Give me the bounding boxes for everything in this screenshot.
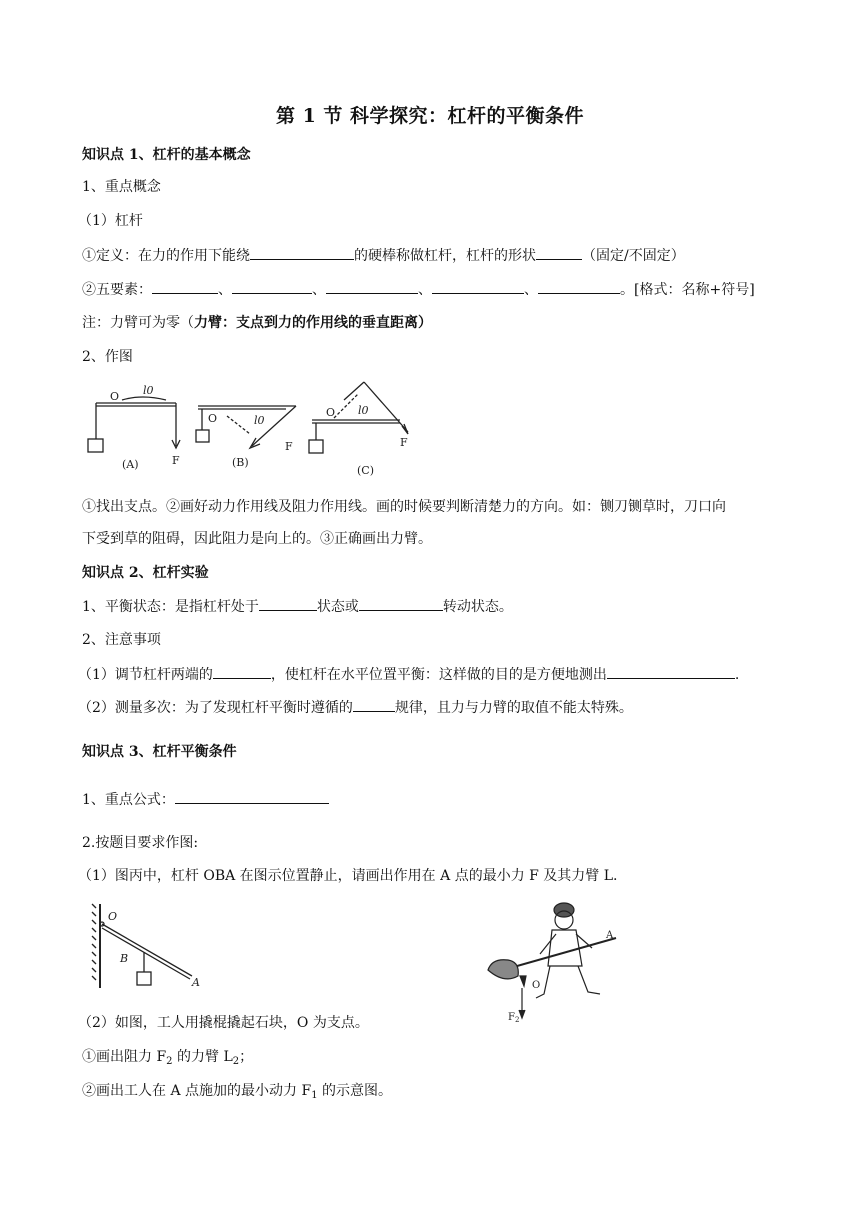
blank-fixed-point[interactable] bbox=[250, 245, 354, 260]
fig2-o-label: O bbox=[532, 980, 541, 991]
fig-c-l0-label: l0 bbox=[358, 404, 369, 417]
blank-state-2[interactable] bbox=[359, 596, 443, 611]
blank-element-1[interactable] bbox=[152, 279, 218, 294]
subheading-notes: 2、注意事项 bbox=[82, 632, 161, 648]
fig-c-f-label: F bbox=[400, 436, 408, 449]
note-adjust-line: （1）调节杠杆两端的 ，使杠杆在水平位置平衡：这样做的目的是方便地测出 . bbox=[78, 664, 739, 685]
formula-line: 1、重点公式： bbox=[82, 789, 329, 810]
drawing-steps-line-1: ①找出支点。②画好动力作用线及阻力作用线。画的时候要判断清楚力的方向。如：铡刀铡草时，刀口向 bbox=[82, 499, 726, 515]
fig-c-caption: (C) bbox=[357, 464, 374, 477]
note-line: 注：力臂可为零（力臂：支点到力的作用线的垂直距离） bbox=[82, 315, 432, 331]
fig2-f2-label: $F_2$ bbox=[508, 1012, 520, 1024]
fig-c-o-label: O bbox=[326, 406, 336, 419]
section-heading-1: 知识点 1、杠杆的基本概念 bbox=[82, 147, 251, 163]
item-lever: （1）杠杆 bbox=[78, 213, 143, 229]
blank-formula[interactable] bbox=[175, 789, 329, 804]
blank-shape[interactable] bbox=[536, 245, 582, 260]
subheading-drawing: 2、作图 bbox=[82, 349, 133, 365]
question-2-part-2: ②画出工人在 A 点施加的最小动力 $F_1$ 的示意图。 bbox=[82, 1083, 393, 1101]
blank-measure[interactable] bbox=[607, 664, 735, 679]
page-title: 第 1 节 科学探究：杠杆的平衡条件 bbox=[275, 105, 585, 127]
drawing-steps-line-2: 下受到草的阻碍，因此阻力是向上的。③正确画出力臂。 bbox=[82, 531, 432, 547]
lever-diagrams-abc bbox=[82, 372, 427, 484]
worker-crowbar-figure bbox=[478, 900, 628, 1024]
question-2-part-1: ①画出阻力 $F_2$ 的力臂 $L_2$； bbox=[82, 1049, 254, 1067]
blank-state-1[interactable] bbox=[259, 596, 317, 611]
question-2: （2）如图，工人用撬棍撬起石块，O 为支点。 bbox=[78, 1015, 369, 1031]
lever-oba-figure bbox=[86, 900, 206, 992]
fig1-b-label: B bbox=[120, 952, 129, 965]
fig1-o-label: O bbox=[108, 910, 118, 923]
balance-state-line: 1、平衡状态：是指杠杆处于 状态或 转动状态。 bbox=[82, 596, 513, 617]
subheading-key-concepts: 1、重点概念 bbox=[82, 179, 161, 195]
section-heading-2: 知识点 2、杠杆实验 bbox=[82, 565, 209, 581]
definition-line: ①定义：在力的作用下能绕 的硬棒称做杠杆，杠杆的形状 （固定/不固定） bbox=[82, 245, 685, 266]
blank-element-3[interactable] bbox=[326, 279, 418, 294]
fig-a-l0-label: l0 bbox=[143, 384, 154, 397]
blank-nut[interactable] bbox=[213, 664, 271, 679]
fig-a-caption: (A) bbox=[122, 458, 139, 471]
fig-a-f-label: F bbox=[172, 454, 180, 467]
blank-element-4[interactable] bbox=[432, 279, 524, 294]
blank-rule[interactable] bbox=[353, 697, 395, 712]
fig1-a-label: A bbox=[192, 976, 200, 989]
blank-element-5[interactable] bbox=[538, 279, 620, 294]
fig2-a-label: A bbox=[606, 930, 614, 941]
task-line: 2.按题目要求作图: bbox=[82, 835, 199, 851]
section-heading-3: 知识点 3、杠杆平衡条件 bbox=[82, 744, 237, 760]
fig-b-f-label: F bbox=[285, 440, 293, 453]
question-1: （1）图丙中，杠杆 OBA 在图示位置静止，请画出作用在 A 点的最小力 F 及其力臂 L. bbox=[78, 868, 618, 884]
fig-b-caption: (B) bbox=[232, 456, 249, 469]
five-elements-line: ②五要素： 、 、 、 、 。[格式：名称+符号] bbox=[82, 279, 755, 300]
note-repeat-line: （2）测量多次：为了发现杠杆平衡时遵循的 规律，且力与力臂的取值不能太特殊。 bbox=[78, 697, 633, 718]
fig-b-o-label: O bbox=[208, 412, 218, 425]
fig-b-l0-label: l0 bbox=[254, 414, 265, 427]
fig-a-o-label: O bbox=[110, 390, 120, 403]
blank-element-2[interactable] bbox=[232, 279, 312, 294]
